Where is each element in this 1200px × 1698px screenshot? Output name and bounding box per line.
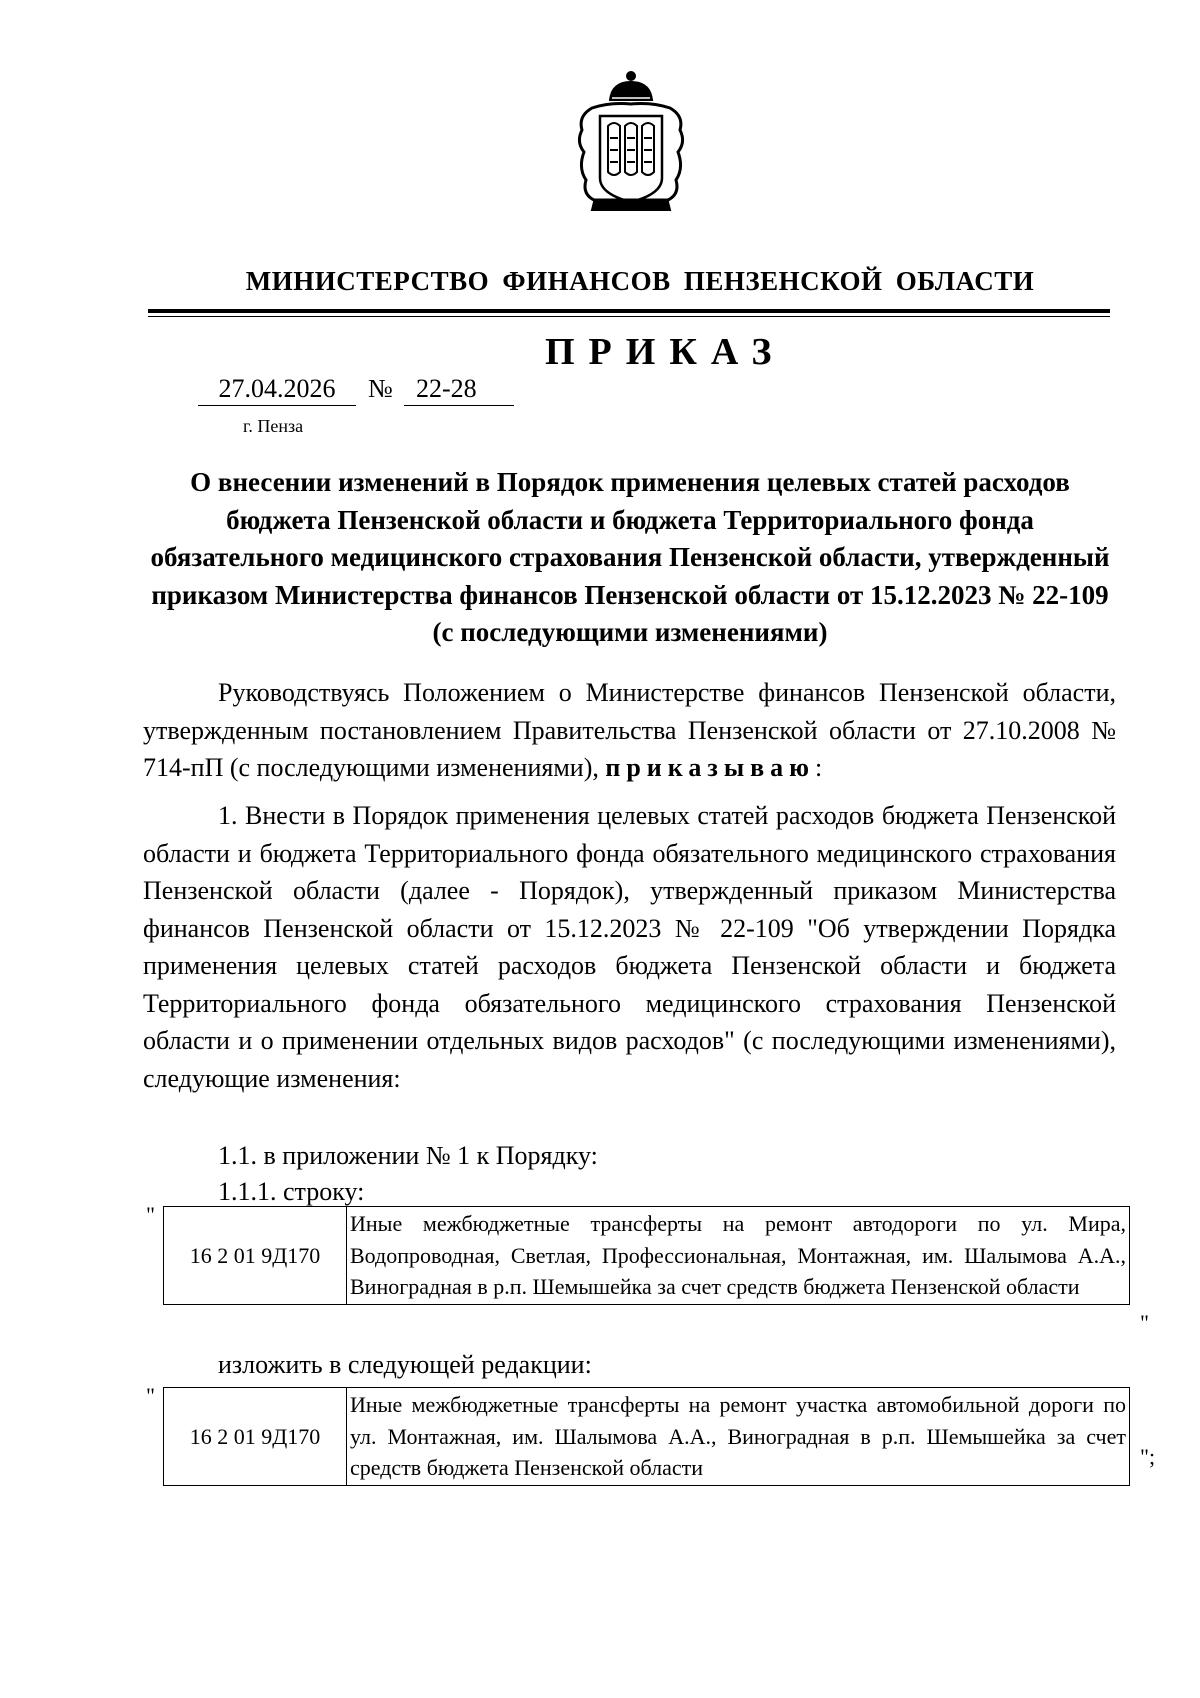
item-1-1: 1.1. в приложении № 1 к Порядку: <box>218 1141 598 1170</box>
new-row-table <box>163 1387 1130 1486</box>
order-colon: : <box>815 753 823 782</box>
preamble-text: Руководствуясь Положением о Министерстве финансов Пензенской области, утвержденным постановлением Правительства Пензенской области от 27.10.2008 № 714-пП (с последующими изменениями), <box>143 678 1116 782</box>
item-1-paragraph: 1. Внести в Порядок применения целевых статей расходов бюджета Пензенской области и бюджета Территориального фонда обязательного медицинского страхования Пензенской области (далее - Порядок), утвержденный приказом Министерства финансов Пензенской области от 15.12.2023 № 22-109 "Об утверждении Порядка применения целевых статей расходов бюджета Пензенской области и бюджета Территориального фонда обязательного медицинского страхования Пензенской области и о применении отдельных видов расходов" (с последующими изменениями), следующие изменения: <box>143 801 1116 1093</box>
table-row <box>164 1207 1130 1305</box>
order-date: 27.04.2026 <box>198 373 356 406</box>
old-row-table <box>163 1206 1130 1305</box>
header-rule-thin <box>148 316 1110 317</box>
order-word: приказываю <box>605 753 816 782</box>
document-title: О внесении изменений в Порядок применения целевых статей расходов бюджета Пензенской области и бюджета Территориального фонда обязательного медицинского страхования Пензенской области, утвержденный приказом Министерства финансов Пензенской области от 15.12.2023 № 22-109 (с последующими изменениями) <box>150 467 1110 647</box>
ministry-name: МИНИСТЕРСТВО ФИНАНСОВ ПЕНЗЕНСКОЙ ОБЛАСТИ <box>245 266 1035 296</box>
document-type: ПРИКАЗ <box>545 331 786 373</box>
old-row-description: Иные межбюджетные трансферты на ремонт автодороги по ул. Мира, Водопроводная, Светлая, Профессиональная, Монтажная, им. Шалымова А.А., Виноградная в р.п. Шемышейка за счет средств бюджета Пензенской области <box>347 1207 1130 1305</box>
old-row-close-quote: " <box>1140 1310 1149 1335</box>
old-row-code: 16 2 01 9Д170 <box>164 1207 347 1305</box>
new-row-open-quote: " <box>146 1383 155 1408</box>
order-number: 22-28 <box>404 373 514 406</box>
number-sign: № <box>368 374 393 403</box>
preamble-paragraph <box>143 674 1116 787</box>
header-rule-thick <box>148 309 1110 313</box>
coat-of-arms-emblem <box>572 68 690 218</box>
new-row-code: 16 2 01 9Д170 <box>164 1388 347 1486</box>
item-1-1-1: 1.1.1. строку: <box>218 1177 365 1206</box>
old-row-open-quote: " <box>146 1202 155 1227</box>
replace-instruction: изложить в следующей редакции: <box>218 1350 592 1379</box>
new-row-description: Иные межбюджетные трансферты на ремонт участка автомобильной дороги по ул. Монтажная, им. Шалымова А.А., Виноградная в р.п. Шемышейка за счет средств бюджета Пензенской области <box>347 1388 1130 1486</box>
table-row <box>164 1388 1130 1486</box>
city: г. Пенза <box>243 416 304 436</box>
new-row-close-quote: "; <box>1140 1444 1156 1469</box>
